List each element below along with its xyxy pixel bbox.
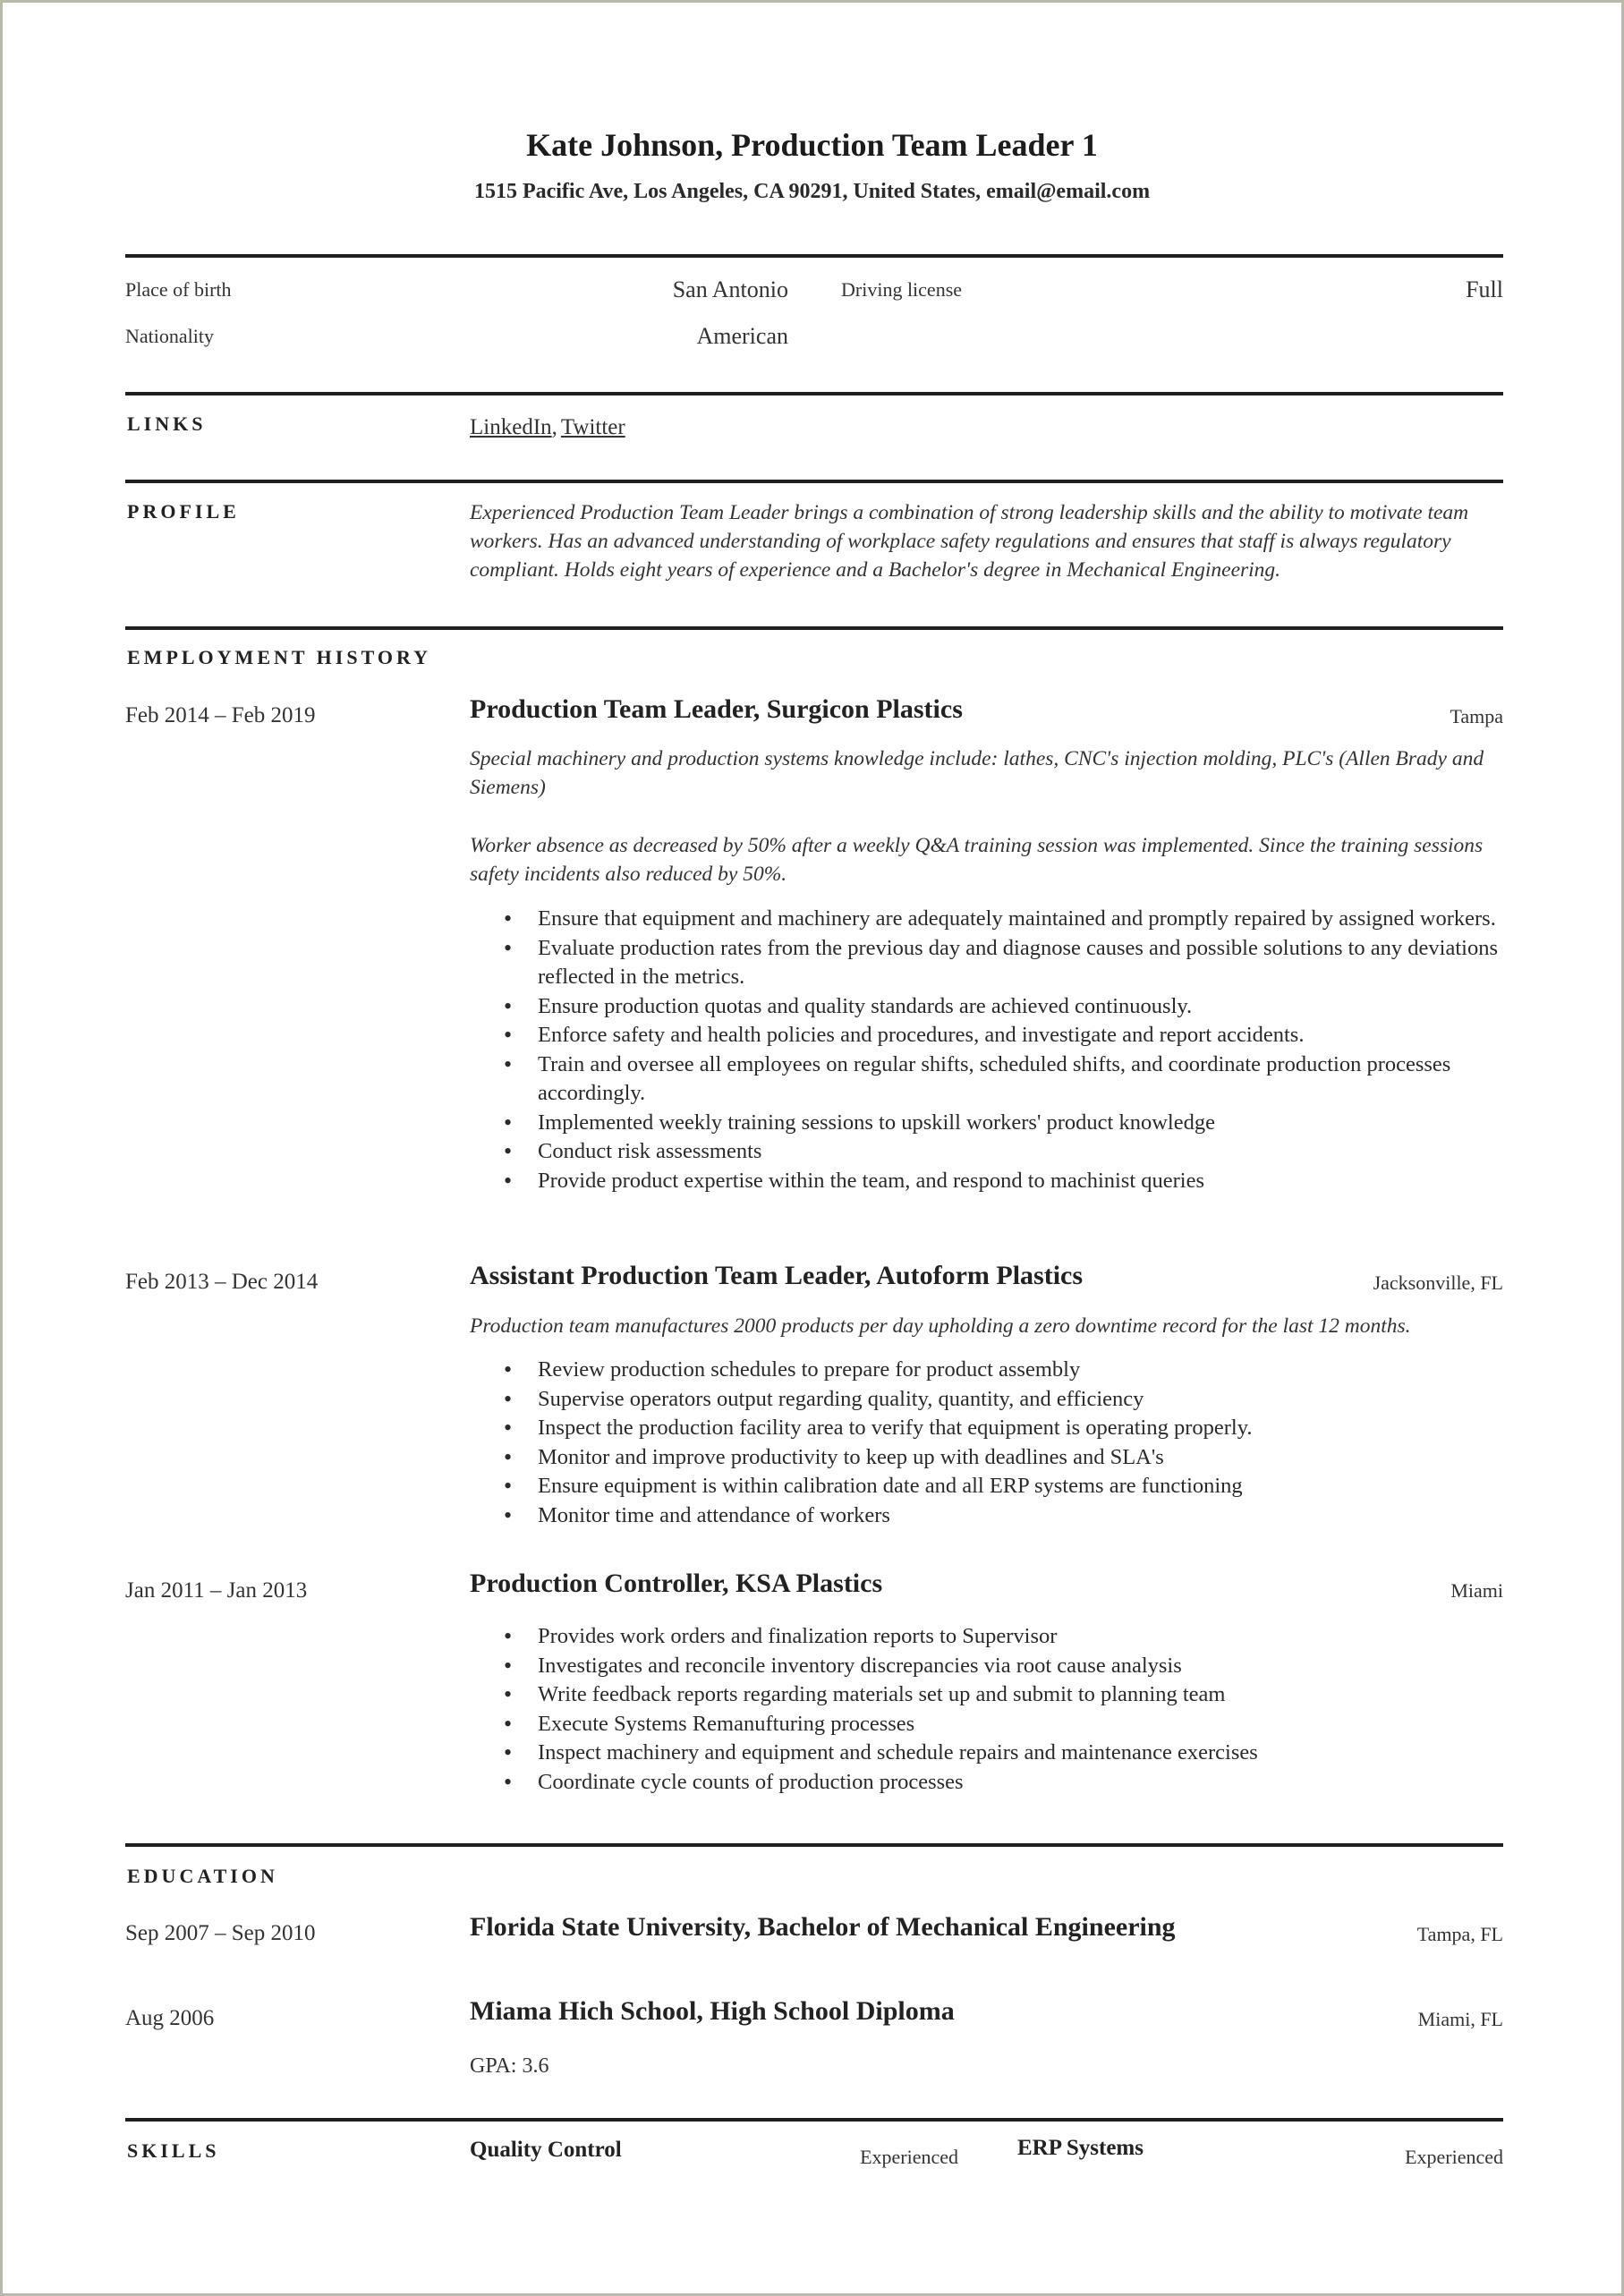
job-dates: Jan 2011 – Jan 2013 [125, 1578, 308, 1603]
profile-summary: Experienced Production Team Leader brings a combination of strong leadership skills and the ability to motivate team workers. Has an advanced understanding of workplace safety regulations and ensures that staff is always regulatory compliant. Holds eight years of experience and a Bachelor's degree in Mechanical Engineering. [470, 501, 1469, 582]
divider [125, 1843, 1503, 1847]
nationality-value: American [696, 323, 788, 349]
list-item: • Evaluate production rates from the previous day and diagnose causes and possible solutions to any deviations reflected in the metrics. [538, 934, 1504, 992]
list-item: • Monitor time and attendance of workers [538, 1501, 1504, 1531]
links-heading: LINKS [127, 412, 207, 435]
skill-level: Experienced [860, 2146, 958, 2168]
list-item: • Monitor and improve productivity to keep up with deadlines and SLA's [538, 1443, 1504, 1473]
links-separator: , [551, 415, 557, 439]
education-dates: Sep 2007 – Sep 2010 [125, 1921, 316, 1945]
skill-level: Experienced [1405, 2146, 1503, 2168]
list-item: • Ensure that equipment and machinery are adequately maintained and promptly repaired by assigned workers. [538, 905, 1504, 934]
skill-name: Quality Control [470, 2138, 622, 2162]
job-dates: Feb 2013 – Dec 2014 [125, 1270, 319, 1294]
list-item: • Coordinate cycle counts of production processes [538, 1768, 1504, 1798]
education-title: Florida State University, Bachelor of Mechanical Engineering [470, 1912, 1176, 1942]
list-item: • Ensure equipment is within calibration date and all ERP systems are functioning [538, 1472, 1504, 1501]
list-item: • Inspect machinery and equipment and schedule repairs and maintenance exercises [538, 1739, 1504, 1768]
education-note: GPA: 3.6 [470, 2054, 549, 2078]
job-note: Special machinery and production systems knowledge include: lathes, CNC's injection molding, PLC's (Allen Brady and Siemens) [470, 747, 1484, 799]
job-title: Production Controller, KSA Plastics [470, 1569, 883, 1598]
list-item: • Ensure production quotas and quality standards are achieved continuously. [538, 992, 1504, 1022]
list-item: • Conduct risk assessments [538, 1137, 1504, 1167]
list-item: • Provide product expertise within the team, and respond to machinist queries [538, 1167, 1504, 1196]
education-location: Miami, FL [1417, 2008, 1503, 2030]
job-bullet-list [470, 1356, 1504, 1530]
list-item: • Review production schedules to prepare for product assembly [538, 1356, 1504, 1385]
driving-license-value: Full [1466, 276, 1503, 302]
list-item: • Investigates and reconcile inventory discrepancies via root cause analysis [538, 1652, 1504, 1681]
list-item: • Inspect the production facility area to verify that equipment is operating properly. [538, 1414, 1504, 1443]
divider [125, 2118, 1503, 2122]
list-item: • Supervise operators output regarding quality, quantity, and efficiency [538, 1385, 1504, 1415]
job-note: Production team manufactures 2000 products per day upholding a zero downtime record for the last 12 months. [470, 1314, 1411, 1338]
list-item: • Provides work orders and finalization reports to Supervisor [538, 1622, 1504, 1652]
twitter-link[interactable]: Twitter [560, 415, 625, 439]
employment-heading: EMPLOYMENT HISTORY [127, 646, 431, 668]
job-title: Production Team Leader, Surgicon Plastics [470, 694, 963, 724]
list-item: • Execute Systems Remanufturing processes [538, 1710, 1504, 1739]
profile-heading: PROFILE [127, 500, 240, 523]
job-location: Tampa [1450, 705, 1503, 727]
linkedin-link[interactable]: LinkedIn [470, 415, 552, 439]
divider [125, 254, 1503, 258]
job-note: Worker absence as decreased by 50% after a weekly Q&A training session was implemented. Since the training sessions safety incidents also reduced by 50%. [470, 834, 1484, 886]
education-location: Tampa, FL [1416, 1923, 1503, 1945]
job-dates: Feb 2014 – Feb 2019 [125, 703, 316, 727]
education-dates: Aug 2006 [125, 2006, 215, 2030]
job-location: Miami [1450, 1579, 1503, 1602]
skills-heading: SKILLS [127, 2139, 220, 2162]
job-location: Jacksonville, FL [1373, 1271, 1503, 1294]
skill-name: ERP Systems [1017, 2136, 1144, 2160]
list-item: • Write feedback reports regarding materials set up and submit to planning team [538, 1680, 1504, 1710]
job-title: Assistant Production Team Leader, Autoform Plastics [470, 1261, 1084, 1290]
divider [125, 392, 1503, 395]
job-bullet-list [470, 905, 1504, 1195]
education-heading: EDUCATION [127, 1865, 278, 1887]
place-of-birth-value: San Antonio [672, 276, 788, 302]
list-item: • Implemented weekly training sessions to upskill workers' product knowledge [538, 1109, 1504, 1138]
divider [125, 626, 1503, 630]
job-bullet-list [470, 1622, 1504, 1797]
place-of-birth-label: Place of birth [125, 278, 232, 301]
contact-line: 1515 Pacific Ave, Los Angeles, CA 90291, United States, email@email.com [473, 180, 1151, 203]
nationality-label: Nationality [125, 325, 214, 347]
education-title: Miama Hich School, High School Diploma [470, 1996, 955, 2026]
resume-page [3, 3, 1621, 2293]
driving-license-label: Driving license [841, 278, 963, 301]
divider [125, 480, 1503, 483]
list-item: • Enforce safety and health policies and procedures, and investigate and report accidents. [538, 1021, 1504, 1050]
resume-name-title: Kate Johnson, Production Team Leader 1 [526, 127, 1098, 163]
list-item: • Train and oversee all employees on regular shifts, scheduled shifts, and coordinate production processes accordingly. [538, 1050, 1504, 1109]
links-list [470, 415, 625, 440]
